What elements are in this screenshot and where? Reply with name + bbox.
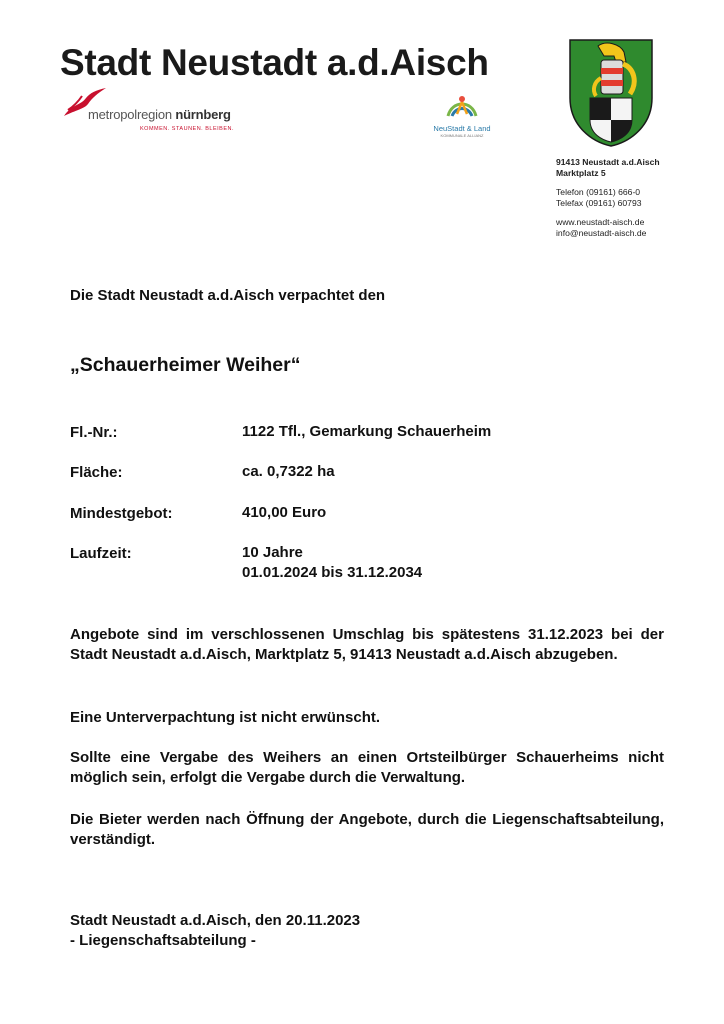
object-heading: „Schauerheimer Weiher“ — [70, 354, 301, 376]
alliance-emblem-icon — [442, 92, 482, 122]
metropolregion-name: metropolregion nürnberg — [88, 107, 231, 122]
address-line-2: Marktplatz 5 — [556, 168, 606, 178]
alliance-logo — [426, 92, 498, 140]
offers-paragraph: Angebote sind im verschlossenen Umschlag bis spätestens 31.12.2023 bei der Stadt Neustadt a.d.Aisch, Marktplatz 5, 91413 Neustadt a.d.Aisch abzugeben. — [70, 626, 664, 663]
detail-value-term-duration: 10 Jahre — [242, 544, 303, 561]
subletting-paragraph: Eine Unterverpachtung ist nicht erwünscht. — [70, 709, 381, 726]
notification-paragraph: Die Bieter werden nach Öffnung der Angebote, durch die Liegenschaftsabteilung, verständigt. — [70, 811, 664, 848]
detail-value-term — [242, 543, 422, 583]
alliance-subtitle: KOMMUNALE ALLIANZ — [440, 133, 484, 138]
detail-label-area: Fläche: — [70, 464, 123, 481]
metropolregion-slogan: KOMMEN. STAUNEN. BLEIBEN. — [140, 126, 234, 132]
fax-number: Telefax (09161) 60793 — [556, 198, 642, 208]
contact-block — [556, 157, 660, 239]
metropolregion-logo — [62, 86, 252, 138]
phone-number: Telefon (09161) 666-0 — [556, 187, 641, 197]
detail-value-parcel: 1122 Tfl., Gemarkung Schauerheim — [242, 423, 492, 440]
signature-department-line: - Liegenschaftsabteilung - — [70, 932, 256, 949]
detail-value-minimum-bid: 410,00 Euro — [242, 504, 327, 521]
detail-value-term-dates: 01.01.2024 bis 31.12.2034 — [242, 564, 423, 581]
detail-label-parcel: Fl.-Nr.: — [70, 424, 118, 441]
website-link[interactable]: www.neustadt-aisch.de — [556, 217, 645, 227]
detail-label-minimum-bid: Mindestgebot: — [70, 505, 173, 522]
coat-of-arms-icon — [568, 38, 654, 148]
detail-label-term: Laufzeit: — [70, 545, 132, 562]
intro-text: Die Stadt Neustadt a.d.Aisch verpachtet den — [70, 287, 386, 304]
alliance-name: NeuStadt & Land — [433, 124, 491, 133]
email-link[interactable]: info@neustadt-aisch.de — [556, 228, 647, 238]
address-line-1: 91413 Neustadt a.d.Aisch — [556, 157, 660, 167]
allocation-paragraph: Sollte eine Vergabe des Weihers an einen Ortsteilbürger Schauerheims nicht möglich sein, erfolgt die Vergabe durch die Verwaltung. — [70, 749, 664, 786]
detail-value-area: ca. 0,7322 ha — [242, 463, 335, 480]
page-title: Stadt Neustadt a.d.Aisch — [60, 42, 489, 83]
signature-date-line: Stadt Neustadt a.d.Aisch, den 20.11.2023 — [70, 912, 361, 929]
